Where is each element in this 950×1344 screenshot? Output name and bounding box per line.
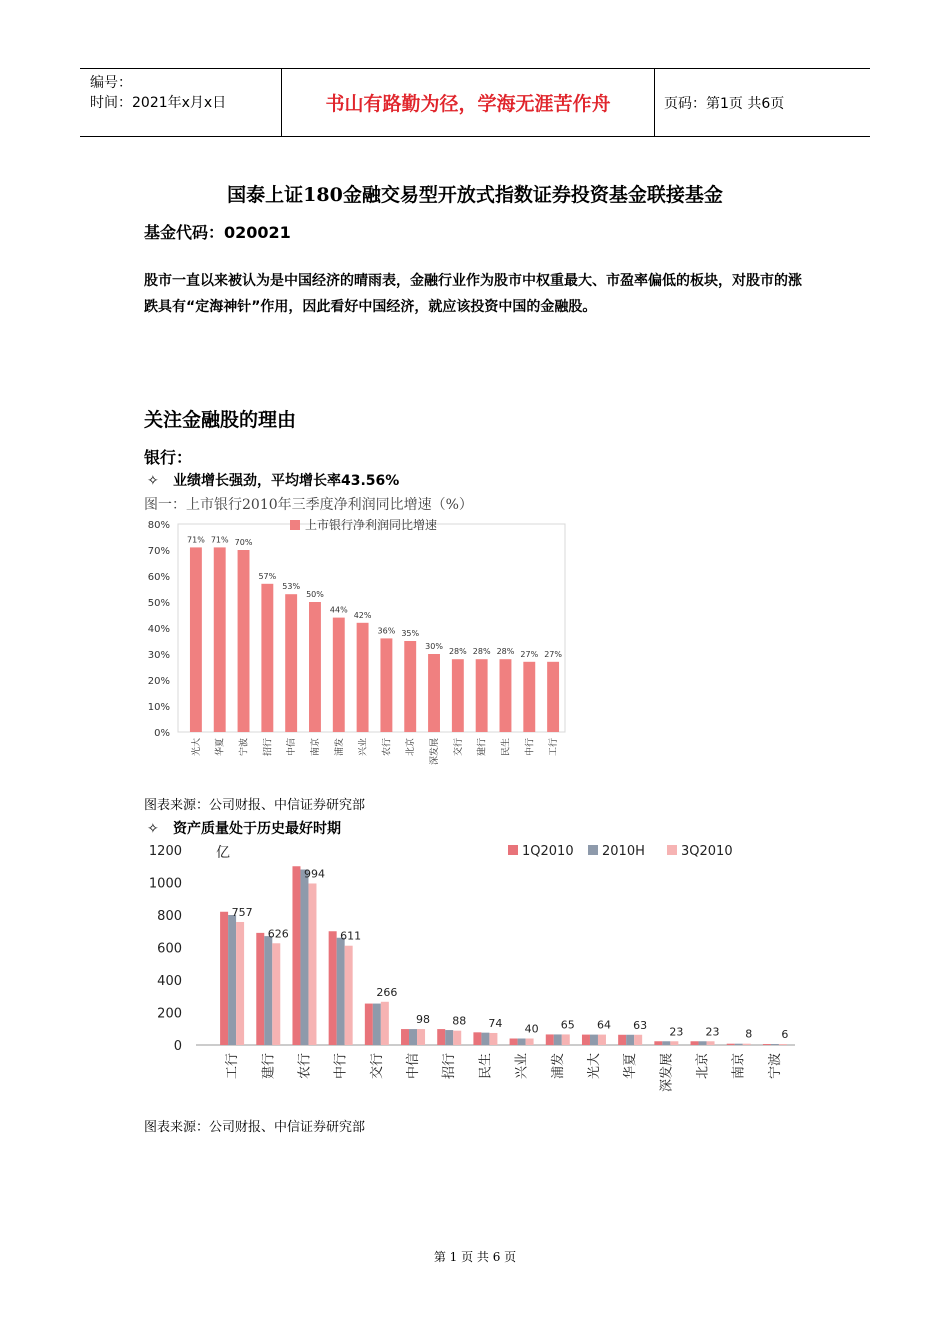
bar	[763, 1044, 771, 1045]
x-tick-label: 中信	[287, 738, 298, 757]
document-header	[80, 68, 870, 137]
bar	[428, 654, 440, 732]
y-tick-label: 40%	[147, 624, 170, 635]
y-tick-label: 0	[173, 1039, 182, 1054]
bar	[510, 1039, 518, 1046]
bar	[272, 943, 280, 1045]
bar	[337, 938, 345, 1045]
data-label: 36%	[377, 626, 396, 636]
legend-label: 1Q2010	[522, 844, 574, 859]
bar	[598, 1035, 606, 1045]
bar	[292, 866, 300, 1045]
bar	[381, 1002, 389, 1045]
bar	[309, 602, 321, 732]
bar	[626, 1035, 634, 1045]
header-motto: 书山有路勤为径，学海无涯苦作舟	[281, 69, 655, 136]
bar	[654, 1041, 662, 1045]
data-label: 65	[560, 1018, 575, 1032]
bar	[771, 1044, 779, 1045]
bullet-asset-quality-text: 资产质量处于历史最好时期	[173, 821, 341, 837]
data-label: 757	[231, 905, 253, 919]
data-label: 23	[705, 1025, 720, 1039]
legend-label: 3Q2010	[681, 844, 733, 859]
y-tick-label: 20%	[147, 676, 170, 687]
x-tick-label: 南京	[731, 1053, 747, 1080]
x-tick-label: 北京	[695, 1053, 711, 1080]
bar	[554, 1034, 562, 1045]
bullet-asset-quality	[147, 818, 341, 838]
bar	[582, 1035, 590, 1045]
bar	[500, 659, 512, 732]
data-label: 53%	[282, 582, 301, 592]
bar	[228, 915, 236, 1045]
x-tick-label: 宁波	[767, 1053, 783, 1080]
x-tick-label: 中行	[333, 1053, 349, 1080]
x-tick-label: 光大	[191, 738, 202, 757]
x-tick-label: 光大	[586, 1053, 602, 1080]
bar	[437, 1029, 445, 1045]
data-label: 88	[452, 1014, 467, 1028]
data-label: 8	[745, 1027, 753, 1041]
bar	[707, 1041, 715, 1045]
bar	[220, 912, 228, 1045]
x-tick-label: 深发展	[659, 1053, 675, 1093]
page-footer: 第 1 页 共 6 页	[433, 1250, 517, 1264]
bar	[691, 1041, 699, 1045]
data-label: 611	[340, 929, 362, 943]
diamond-bullet-icon: ✧	[147, 821, 159, 837]
net-profit-growth-chart	[140, 512, 570, 780]
data-label: 64	[596, 1018, 611, 1032]
fund-code: 基金代码：020021	[144, 223, 291, 242]
bar	[779, 1044, 787, 1045]
number-label: 编号：	[90, 75, 132, 91]
bar	[256, 933, 264, 1045]
bar	[261, 584, 273, 732]
data-label: 50%	[306, 590, 324, 599]
bar	[452, 659, 464, 732]
bar	[453, 1031, 461, 1045]
section-title: 关注金融股的理由	[144, 409, 297, 431]
bar	[329, 931, 337, 1045]
data-label: 23	[669, 1025, 684, 1039]
diamond-bullet-icon: ✧	[147, 473, 159, 489]
data-label: 71%	[187, 535, 205, 545]
x-tick-label: 交行	[369, 1053, 385, 1080]
x-tick-label: 民生	[501, 738, 512, 757]
bar	[547, 662, 559, 732]
legend-label: 上市银行净利润同比增速	[305, 518, 438, 532]
data-label: 57%	[258, 571, 277, 581]
document-title: 国泰上证180金融交易型开放式指数证券投资基金联接基金	[227, 184, 723, 206]
bar	[236, 922, 244, 1045]
legend-swatch	[290, 520, 300, 530]
bar	[404, 641, 416, 732]
bar	[518, 1039, 526, 1046]
data-label: 40	[524, 1022, 539, 1036]
figure2-source: 图表来源：公司财报、中信证券研究部	[144, 1120, 366, 1135]
y-tick-label: 1200	[148, 844, 182, 859]
bar	[417, 1029, 425, 1045]
legend-swatch	[667, 845, 677, 855]
y-axis-unit: 亿	[216, 845, 230, 861]
bar	[300, 870, 308, 1046]
figure1-caption: 图一：上市银行2010年三季度净利润同比增速（%）	[144, 497, 473, 513]
y-tick-label: 70%	[147, 546, 170, 557]
bar	[190, 547, 202, 732]
x-tick-label: 深发展	[430, 738, 441, 766]
bar	[473, 1032, 481, 1045]
time-label: 时间：2021年x月x日	[90, 95, 227, 111]
bar	[618, 1035, 626, 1045]
bar	[670, 1041, 678, 1045]
bar	[590, 1035, 598, 1045]
y-tick-label: 400	[157, 974, 182, 989]
data-label: 42%	[353, 610, 372, 620]
x-tick-label: 华夏	[215, 738, 226, 757]
data-label: 28%	[496, 647, 515, 657]
bar	[476, 659, 488, 732]
x-tick-label: 中信	[406, 1053, 422, 1080]
bar	[238, 550, 250, 732]
x-tick-label: 工行	[549, 738, 560, 757]
bar	[699, 1041, 707, 1045]
data-label: 6	[781, 1028, 789, 1042]
bar	[365, 1004, 373, 1045]
data-label: 63	[633, 1018, 648, 1032]
y-tick-label: 1000	[148, 876, 182, 892]
x-tick-label: 兴业	[514, 1053, 530, 1080]
bar	[333, 618, 345, 732]
x-tick-label: 南京	[310, 738, 321, 757]
header-meta	[80, 69, 280, 136]
y-tick-label: 0%	[154, 728, 170, 739]
data-label: 30%	[425, 642, 443, 651]
data-label: 44%	[329, 605, 348, 615]
x-tick-label: 北京	[406, 738, 417, 757]
legend-swatch	[508, 845, 518, 855]
y-tick-label: 10%	[147, 702, 170, 713]
x-tick-label: 中行	[525, 738, 536, 757]
x-tick-label: 招行	[263, 738, 274, 757]
bar	[526, 1039, 534, 1046]
bar	[727, 1044, 735, 1045]
bar	[264, 936, 272, 1045]
data-label: 626	[267, 927, 289, 941]
x-tick-label: 民生	[478, 1053, 494, 1080]
bullet-growth-text: 业绩增长强劲，平均增长率43.56%	[173, 473, 400, 489]
bar	[743, 1044, 751, 1045]
data-label: 28%	[448, 647, 467, 657]
legend-label: 2010H	[602, 844, 645, 859]
data-label: 27%	[544, 649, 562, 659]
intro-paragraph: 股市一直以来被认为是中国经济的晴雨表，金融行业作为股市中权重最大、市盈率偏低的板块，对股市的涨跌具有“定海神针”作用，因此看好中国经济，就应该投资中国的金融股。	[144, 273, 802, 315]
x-tick-label: 工行	[225, 1053, 241, 1080]
y-tick-label: 80%	[147, 520, 170, 531]
data-label: 74	[488, 1016, 503, 1030]
y-tick-label: 50%	[147, 598, 170, 609]
x-tick-label: 浦发	[334, 738, 345, 757]
data-label: 994	[303, 867, 325, 881]
bar	[481, 1033, 489, 1045]
x-tick-label: 农行	[297, 1053, 313, 1080]
data-label: 35%	[401, 629, 420, 638]
y-tick-label: 60%	[147, 572, 170, 583]
data-label: 71%	[210, 535, 229, 545]
y-tick-label: 200	[157, 1006, 182, 1022]
bar	[380, 638, 392, 732]
bar	[662, 1041, 670, 1045]
data-label: 266	[376, 985, 398, 999]
bar	[489, 1033, 497, 1045]
subsection-bank: 银行：	[144, 448, 193, 467]
y-tick-label: 30%	[147, 650, 170, 661]
bar	[285, 594, 297, 732]
asset-quality-chart	[140, 838, 800, 1098]
bar	[214, 547, 226, 732]
y-tick-label: 600	[157, 941, 182, 957]
x-tick-label: 建行	[477, 738, 488, 757]
y-tick-label: 800	[157, 909, 182, 924]
bar	[357, 623, 369, 732]
x-tick-label: 华夏	[623, 1053, 639, 1080]
data-label: 98	[416, 1013, 431, 1027]
bar	[634, 1035, 642, 1045]
figure1-source: 图表来源：公司财报、中信证券研究部	[144, 798, 366, 813]
bar	[523, 662, 535, 732]
x-tick-label: 浦发	[550, 1053, 566, 1080]
bar	[445, 1030, 453, 1045]
x-tick-label: 交行	[453, 738, 464, 757]
bar	[735, 1044, 743, 1045]
bar	[345, 946, 353, 1045]
data-label: 27%	[520, 649, 539, 659]
legend-swatch	[588, 845, 598, 855]
data-label: 28%	[472, 647, 491, 657]
x-tick-label: 招行	[442, 1053, 458, 1080]
bar	[373, 1004, 381, 1045]
x-tick-label: 建行	[261, 1053, 277, 1080]
bar	[308, 883, 316, 1045]
bar	[409, 1029, 417, 1045]
bar	[562, 1034, 570, 1045]
x-tick-label: 宁波	[239, 738, 250, 757]
bar	[401, 1029, 409, 1045]
x-tick-label: 兴业	[358, 738, 369, 757]
header-page-info: 页码：第1页 共6页	[664, 95, 785, 112]
data-label: 70%	[234, 538, 253, 547]
bar	[546, 1034, 554, 1045]
x-tick-label: 农行	[382, 738, 393, 757]
bullet-growth	[147, 470, 399, 490]
